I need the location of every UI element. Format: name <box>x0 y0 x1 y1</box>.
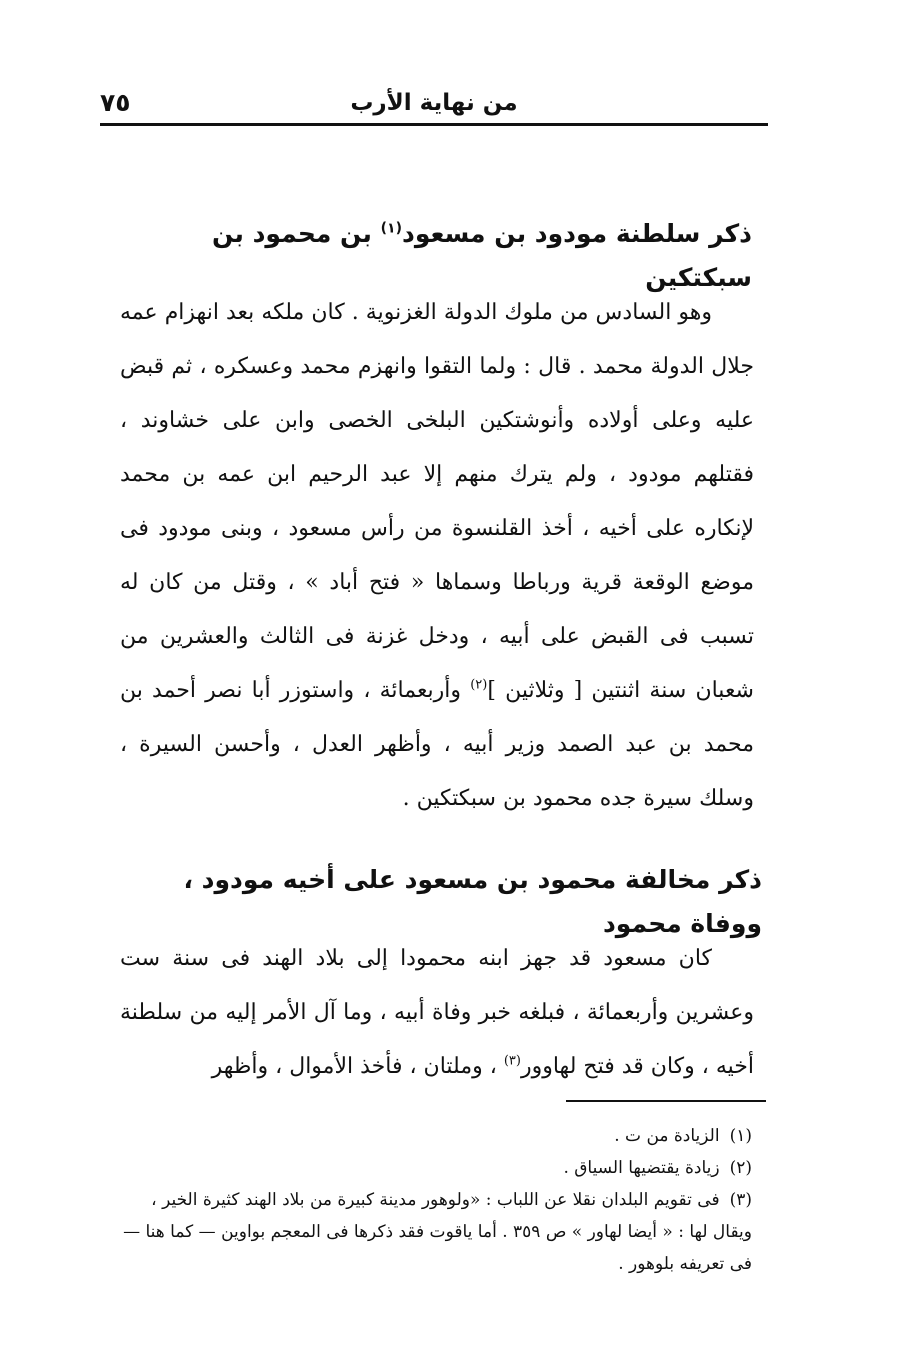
footnote-number: (١) <box>729 1126 752 1146</box>
footnote-text: فى تقويم البلدان نقلا عن اللباب : «ولوهور مدينة كبيرة من بلاد الهند كثيرة الخير ، ويقال لها : « أيضا لهاور » ص ٣٥٩ . أما ياقوت فقد ذكرها فى المعجم بواوين — كما هنا — فى تعريفه بلوهور . <box>123 1190 752 1274</box>
section-heading-mahmud: ذكر مخالفة محمود بن مسعود على أخيه مودود ، ووفاة محمود <box>183 865 762 938</box>
section-paragraph-mahmud <box>120 932 754 1094</box>
page-number: ٧٥ <box>100 88 131 117</box>
paragraph-text-end: وأربعمائة ، واستوزر أبا نصر أحمد بن محمد بن عبد الصمد وزير أبيه ، وأظهر العدل ، وأحسن السيرة ، وسلك سيرة جده محمود بن سبكتكين . <box>120 678 754 811</box>
section-paragraph-mawdud <box>120 286 754 826</box>
footnote-1 <box>118 1120 752 1152</box>
header-rule <box>100 123 768 126</box>
footnote-rule <box>566 1100 766 1102</box>
footnote-ref-2: (٢) <box>470 677 488 693</box>
heading-text-start: ذكر سلطنة مودود بن مسعود <box>401 219 752 248</box>
paragraph-text-end: ، وملتان ، فأخذ الأموال ، وأظهر <box>211 1054 504 1079</box>
footnote-ref-1: (١) <box>380 220 402 237</box>
footnote-number: (٣) <box>729 1190 752 1210</box>
running-header <box>100 82 768 126</box>
footnote-3 <box>118 1184 752 1280</box>
footnote-2 <box>118 1152 752 1184</box>
running-title: من نهاية الأرب <box>350 90 518 116</box>
footnotes <box>118 1120 752 1280</box>
paragraph-text-start: كان مسعود قد جهز ابنه محمودا إلى بلاد الهند فى سنة ست وعشرين وأربعمائة ، فبلغه خبر وفاة أبيه ، وما آل الأمر إليه من سلطنة أخيه ، وكان قد فتح لهاوور <box>120 946 754 1079</box>
footnote-number: (٢) <box>729 1158 752 1178</box>
footnote-ref-3: (٣) <box>503 1053 521 1069</box>
paragraph-text-start: وهو السادس من ملوك الدولة الغزنوية . كان ملكه بعد انهزام عمه جلال الدولة محمد . قال : ولما التقوا وانهزم محمد وعسكره ، ثم قبض عليه وعلى أولاده وأنوشتكين البلخى الخصى وابن على خشاوند ، فقتلهم مودود ، ولم يترك منهم إلا عبد الرحيم ابن عمه بن محمد لإنكاره على أخيه ، أخذ القلنسوة من رأس مسعود ، وبنى مودود فى موضع الوقعة قرية ورباطا وسماها « فتح أباد » ، وقتل من كان له تسبب فى القبض على أبيه ، ودخل غزنة فى الثالث والعشرين من شعبان سنة اثنتين [ وثلاثين ] <box>120 300 754 703</box>
heading-text-end: بن محمود بن سبكتكين <box>211 219 752 292</box>
footnote-text: زيادة يقتضيها السياق . <box>563 1158 720 1178</box>
footnote-text: الزيادة من ت . <box>614 1126 720 1146</box>
